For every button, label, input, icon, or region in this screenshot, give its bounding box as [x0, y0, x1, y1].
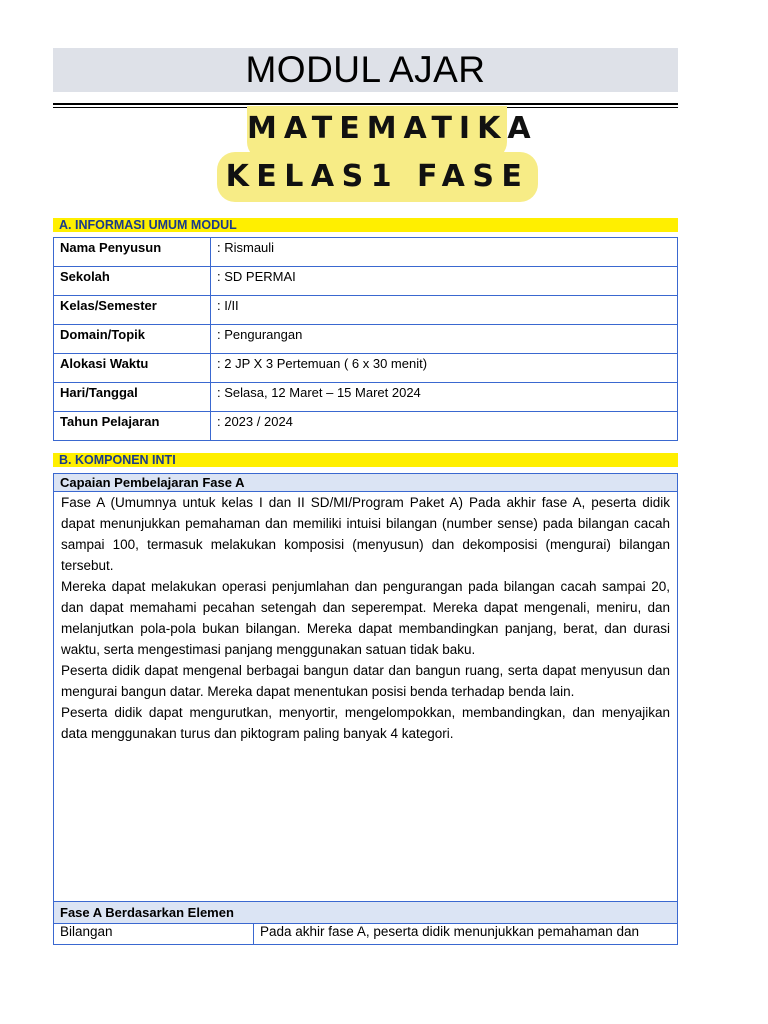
paragraph: Peserta didik dapat mengenal berbagai bangun datar dan bangun ruang, serta dapat menyusun dan mengurai bangun datar. Mereka dapat menentukan posisi benda terhadap benda lain. — [61, 663, 670, 699]
capaian-heading: Capaian Pembelajaran Fase A — [53, 473, 678, 492]
row-key: Domain/Topik — [54, 325, 211, 354]
table-row — [54, 267, 678, 296]
paragraph: Fase A (Umumnya untuk kelas I dan II SD/MI/Program Paket A) Pada akhir fase A, peserta didik dapat menunjukkan pemahaman dan memiliki intuisi bilangan (number sense) pada bilangan cacah sampai 100, termasuk melakukan komposisi (menyusun) dan dekomposisi (mengurai) bilangan tersebut. — [61, 495, 670, 573]
row-key: Tahun Pelajaran — [54, 412, 211, 441]
title-bar — [53, 48, 678, 92]
elemen-heading: Fase A Berdasarkan Elemen — [53, 901, 678, 924]
row-value: : Rismauli — [211, 238, 678, 267]
row-value: : 2023 / 2024 — [211, 412, 678, 441]
table-row — [54, 383, 678, 412]
table-row — [54, 354, 678, 383]
section-a-heading: A. INFORMASI UMUM MODUL — [53, 218, 678, 232]
paragraph: Mereka dapat melakukan operasi penjumlahan dan pengurangan pada bilangan cacah sampai 20, dan dapat memahami pecahan setengah dan seperempat. Mereka dapat mengenali, meniru, dan melanjutkan pola-pola bukan bilangan. Mereka dapat membandingkan panjang, berat, dan durasi waktu, serta mengestimasi panjang menggunakan satuan tidak baku. — [61, 579, 670, 657]
table-row — [54, 238, 678, 267]
elemen-row — [53, 923, 678, 945]
row-value: : SD PERMAI — [211, 267, 678, 296]
general-info-table — [53, 237, 678, 441]
row-value: : Pengurangan — [211, 325, 678, 354]
elemen-name: Bilangan — [54, 924, 254, 944]
divider — [53, 103, 678, 105]
table-row — [54, 296, 678, 325]
row-key: Nama Penyusun — [54, 238, 211, 267]
row-key: Kelas/Semester — [54, 296, 211, 325]
row-key: Hari/Tanggal — [54, 383, 211, 412]
row-key: Alokasi Waktu — [54, 354, 211, 383]
subject-title: MATEMATIKA — [247, 111, 538, 146]
elemen-text: Pada akhir fase A, peserta didik menunjukkan pemahaman dan — [260, 924, 639, 939]
class-phase-title: KELAS1 FASE — [225, 159, 530, 194]
row-value: : I/II — [211, 296, 678, 325]
table-row — [54, 412, 678, 441]
section-b-heading: B. KOMPONEN INTI — [53, 453, 678, 467]
row-value: : 2 JP X 3 Pertemuan ( 6 x 30 menit) — [211, 354, 678, 383]
paragraph: Peserta didik dapat mengurutkan, menyortir, mengelompokkan, membandingkan, dan menyajikan data menggunakan turus dan piktogram paling banyak 4 kategori. — [61, 705, 670, 741]
table-row — [54, 325, 678, 354]
capaian-body — [53, 491, 678, 902]
document-title: MODUL AJAR — [245, 49, 486, 90]
row-key: Sekolah — [54, 267, 211, 296]
row-value: : Selasa, 12 Maret – 15 Maret 2024 — [211, 383, 678, 412]
